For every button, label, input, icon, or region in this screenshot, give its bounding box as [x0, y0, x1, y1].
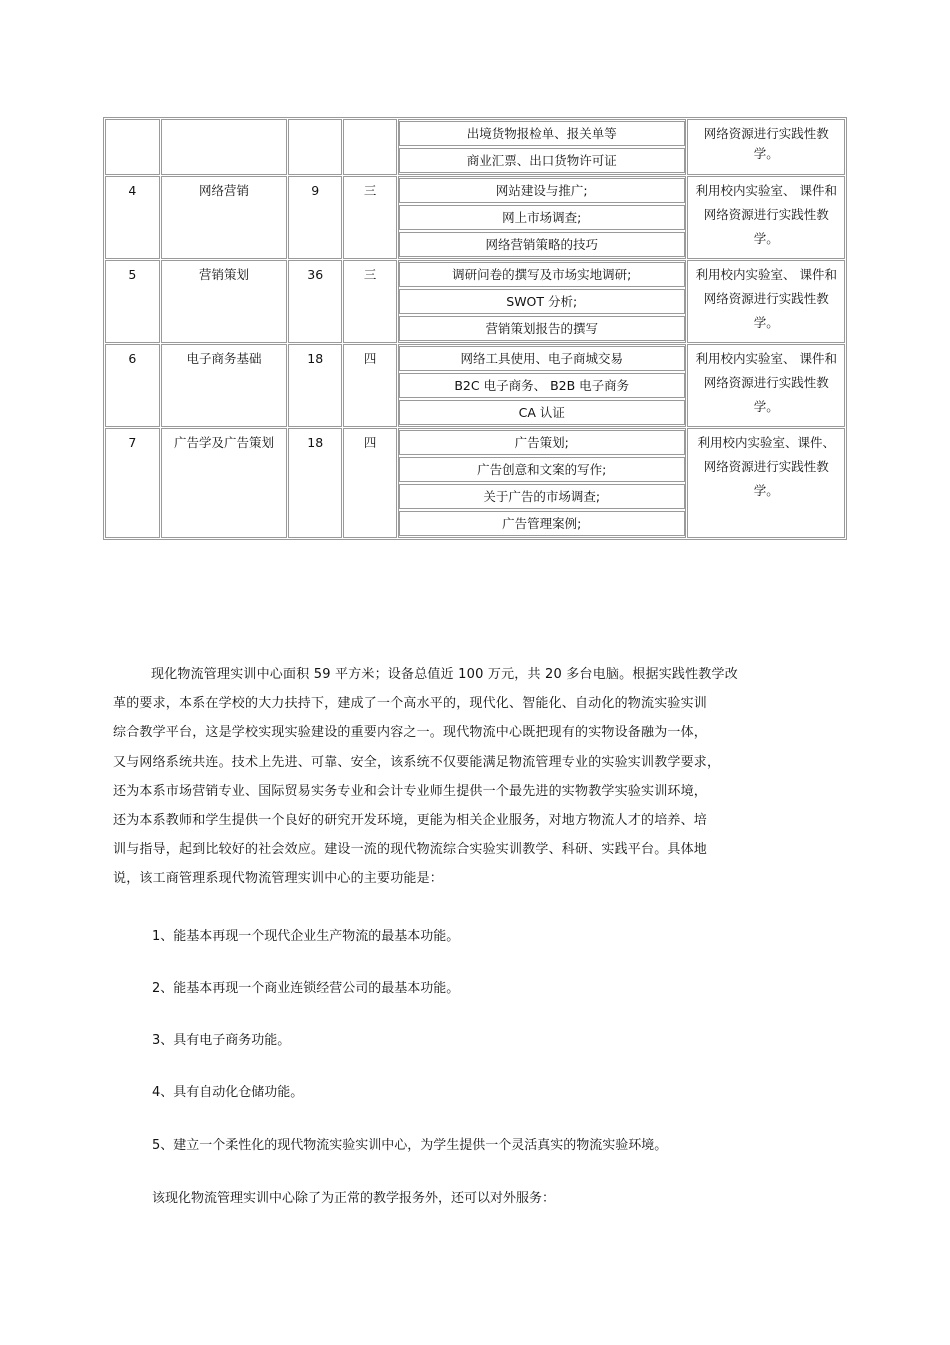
cell-name: 广告学及广告策划	[161, 428, 288, 538]
content-item: 广告管理案例;	[399, 511, 685, 536]
content-item: 营销策划报告的撰写	[399, 316, 685, 341]
paragraph-line: 还为本系市场营销专业、国际贸易实务专业和会计专业师生提供一个最先进的实物教学实验实训环境，	[113, 783, 708, 799]
function-item: 1、能基本再现一个现代企业生产物流的最基本功能。	[152, 929, 460, 944]
cell-hours	[288, 119, 342, 175]
function-item: 4、具有自动化仓储功能。	[152, 1085, 304, 1100]
table-row	[105, 176, 845, 259]
cell-contents	[398, 428, 686, 538]
cell-no: 7	[105, 428, 160, 538]
cell-term: 三	[343, 260, 397, 343]
cell-contents	[398, 260, 686, 343]
cell-contents	[398, 344, 686, 427]
course-table	[103, 117, 847, 540]
content-item: 网站建设与推广;	[399, 178, 685, 203]
cell-hours: 18	[288, 428, 342, 538]
table-row	[105, 119, 845, 175]
closing-paragraph: 该现化物流管理实训中心除了为正常的教学报务外，还可以对外服务：	[152, 1191, 556, 1206]
note-line: 利用校内实验室、 课件和	[695, 183, 837, 198]
note-line: 利用校内实验室、课件、	[697, 435, 836, 450]
paragraph-line: 综合教学平台，这是学校实现实验建设的重要内容之一。现代物流中心既把现有的实物设备融为一体，	[113, 725, 708, 741]
note-line: 网络资源进行实践性教	[703, 207, 829, 222]
cell-no: 5	[105, 260, 160, 343]
cell-hours: 36	[288, 260, 342, 343]
content-item: 出境货物报检单、报关单等	[399, 121, 685, 146]
content-item: 网络工具使用、电子商城交易	[399, 346, 685, 371]
note-line: 利用校内实验室、 课件和	[695, 267, 837, 282]
cell-contents	[398, 119, 686, 175]
cell-no: 4	[105, 176, 160, 259]
paragraph-line: 革的要求，本系在学校的大力扶持下，建成了一个高水平的，现代化、智能化、自动化的物流实验实训	[113, 696, 708, 712]
note-line: 网络资源进行实践性教	[703, 291, 829, 306]
content-item: 关于广告的市场调查;	[399, 484, 685, 509]
cell-note	[687, 260, 845, 343]
cell-term: 四	[343, 344, 397, 427]
content-item: 广告创意和文案的写作;	[399, 457, 685, 482]
note-line: 学。	[753, 231, 779, 246]
cell-hours: 18	[288, 344, 342, 427]
content-item: CA 认证	[399, 400, 685, 425]
table-row	[105, 428, 845, 538]
note-line: 网络资源进行实践性教	[703, 459, 829, 474]
cell-name: 网络营销	[161, 176, 288, 259]
cell-name: 电子商务基础	[161, 344, 288, 427]
note-line: 网络资源进行实践性教	[703, 126, 829, 141]
cell-contents	[398, 176, 686, 259]
content-item: 商业汇票、出口货物许可证	[399, 148, 685, 173]
note-line: 学。	[753, 399, 779, 414]
paragraph-line: 说，该工商管理系现代物流管理实训中心的主要功能是：	[113, 871, 444, 887]
note-line: 学。	[753, 315, 779, 330]
cell-term	[343, 119, 397, 175]
function-item: 2、能基本再现一个商业连锁经营公司的最基本功能。	[152, 981, 460, 996]
cell-name: 营销策划	[161, 260, 288, 343]
note-line: 网络资源进行实践性教	[703, 375, 829, 390]
cell-no: 6	[105, 344, 160, 427]
cell-no	[105, 119, 160, 175]
paragraph-line: 又与网络系统共连。技术上先进、可靠、安全，该系统不仅要能满足物流管理专业的实验实训教学要求，	[113, 754, 721, 770]
content-item: B2C 电子商务、 B2B 电子商务	[399, 373, 685, 398]
cell-note	[687, 119, 845, 175]
cell-hours: 9	[288, 176, 342, 259]
content-item: SWOT 分析;	[399, 289, 685, 314]
table-row	[105, 260, 845, 343]
cell-note	[687, 176, 845, 259]
note-line: 学。	[753, 483, 779, 498]
function-item: 3、具有电子商务功能。	[152, 1033, 291, 1048]
note-line: 学。	[753, 146, 779, 161]
paragraph-line: 现化物流管理实训中心面积 59 平方米；设备总值近 100 万元，共 20 多台电脑。根据实践性教学改	[151, 667, 738, 682]
content-item: 网络营销策略的技巧	[399, 232, 685, 257]
intro-paragraph	[113, 660, 833, 894]
cell-term: 三	[343, 176, 397, 259]
function-item: 5、建立一个柔性化的现代物流实验实训中心，为学生提供一个灵活真实的物流实验环境。	[152, 1138, 668, 1153]
content-item: 调研问卷的撰写及市场实地调研;	[399, 262, 685, 287]
cell-note	[687, 344, 845, 427]
table-row	[105, 344, 845, 427]
content-item: 广告策划;	[399, 430, 685, 455]
content-item: 网上市场调查;	[399, 205, 685, 230]
cell-term: 四	[343, 428, 397, 538]
cell-note	[687, 428, 845, 538]
paragraph-line: 还为本系教师和学生提供一个良好的研究开发环境，更能为相关企业服务，对地方物流人才的培养、培	[113, 813, 708, 829]
note-line: 利用校内实验室、 课件和	[695, 351, 837, 366]
paragraph-line: 训与指导，起到比较好的社会效应。建设一流的现代物流综合实验实训教学、科研、实践平台。具体地	[113, 842, 708, 858]
cell-name	[161, 119, 288, 175]
